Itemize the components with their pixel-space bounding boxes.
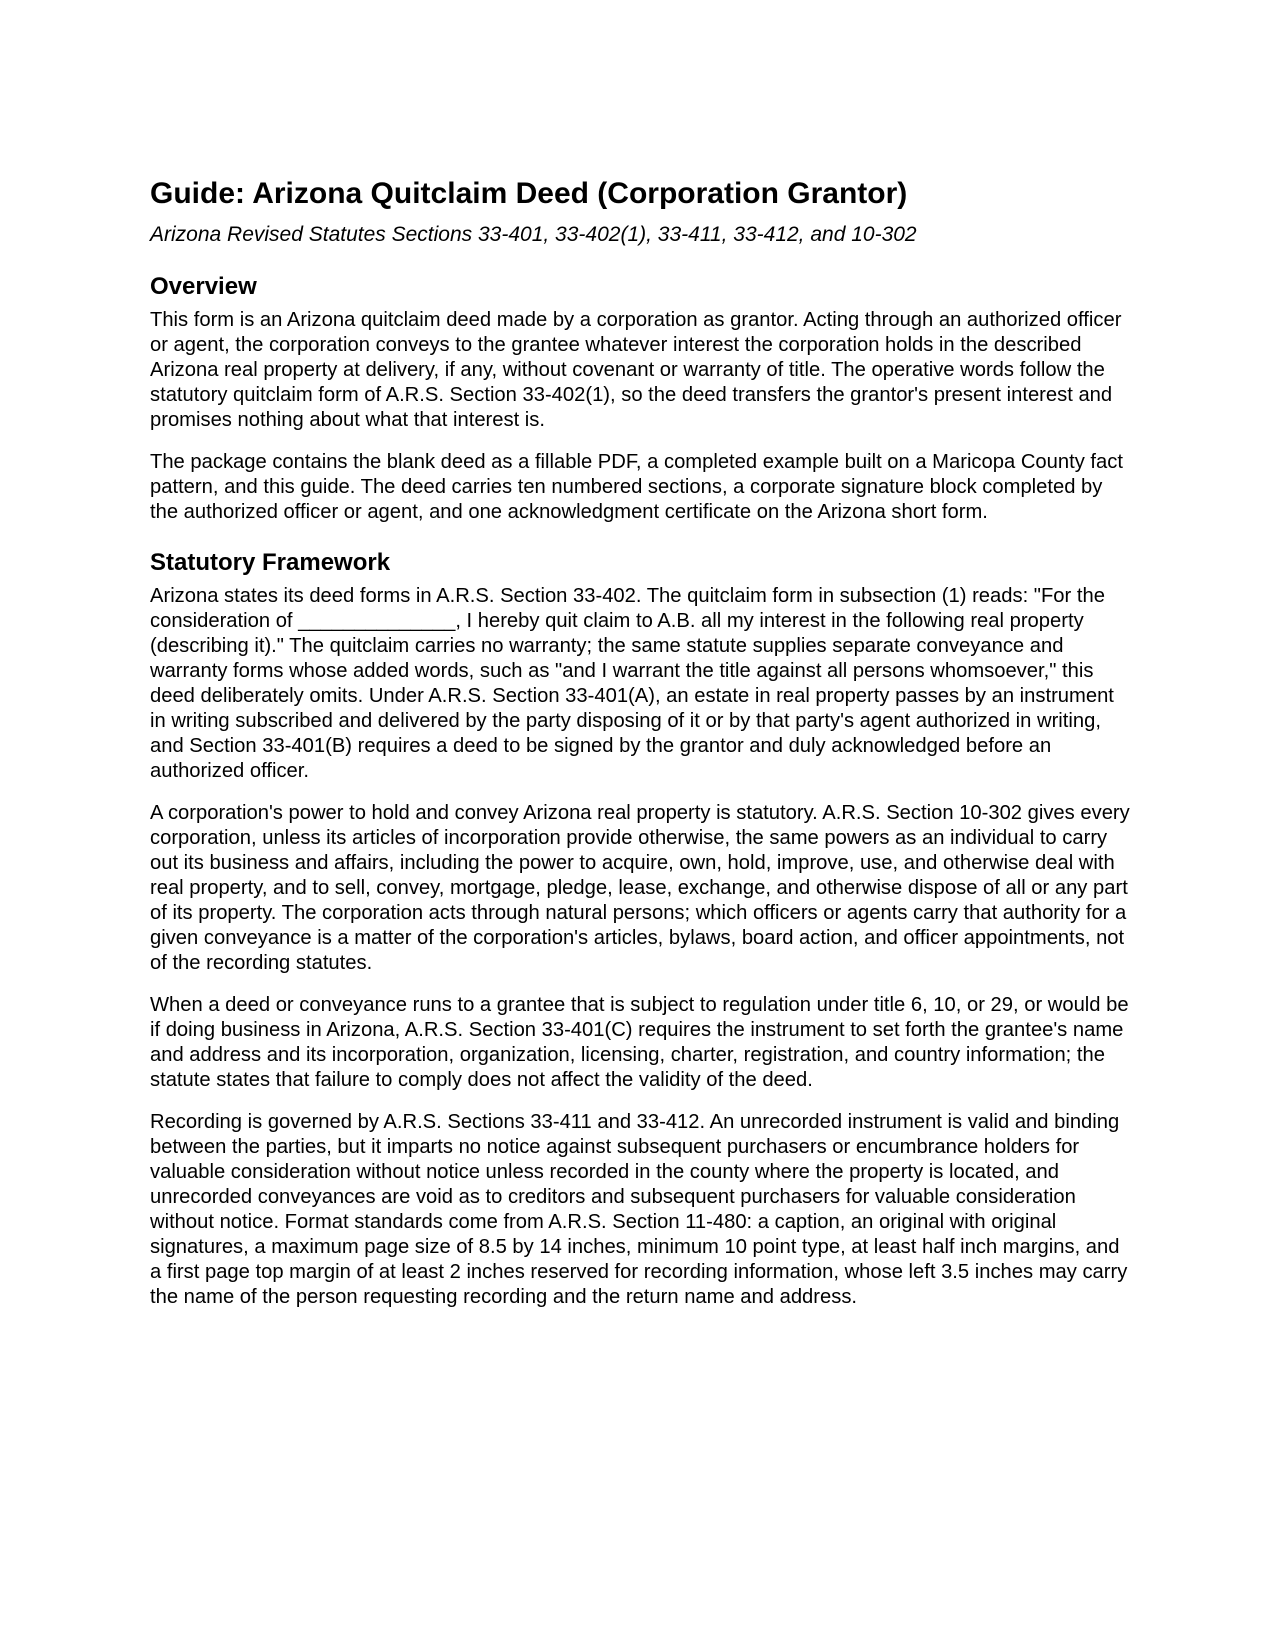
overview-paragraph: The package contains the blank deed as a fillable PDF, a completed example built on a Maricopa County fact pattern, and this guide. The deed carries ten numbered sections, a corporate signature block completed by the authorized officer or agent, and one acknowledgment certificate on the Arizona short form.: [150, 451, 1123, 523]
section-heading-overview: Overview: [150, 273, 257, 300]
framework-paragraph: Recording is governed by A.R.S. Sections 33-411 and 33-412. An unrecorded instrument is valid and binding between the parties, but it imparts no notice against subsequent purchasers or encumbrance holders for valuable consideration without notice unless recorded in the county where the property is located, and unrecorded conveyances are void as to creditors and subsequent purchasers for valuable consideration without notice. Format standards come from A.R.S. Section 11-480: a caption, an original with original signatures, a maximum page size of 8.5 by 14 inches, minimum 10 point type, at least half inch margins, and a first page top margin of at least 2 inches reserved for recording information, whose left 3.5 inches may carry the name of the person requesting recording and the return name and address.: [150, 1111, 1128, 1308]
framework-paragraph: When a deed or conveyance runs to a grantee that is subject to regulation under title 6, 10, or 29, or would be if doing business in Arizona, A.R.S. Section 33-401(C) requires the instrument to set forth the grantee's name and address and its incorporation, organization, licensing, charter, registration, and country information; the statute states that failure to comply does not affect the validity of the deed.: [150, 994, 1129, 1091]
framework-paragraph: A corporation's power to hold and convey Arizona real property is statutory. A.R.S. Section 10-302 gives every corporation, unless its articles of incorporation provide otherwise, the same powers as an individual to carry out its business and affairs, including the power to acquire, own, hold, improve, use, and otherwise deal with real property, and to sell, convey, mortgage, pledge, lease, exchange, and otherwise dispose of all or any part of its property. The corporation acts through natural persons; which officers or agents carry that authority for a given conveyance is a matter of the corporation's articles, bylaws, board action, and officer appointments, not of the recording statutes.: [150, 802, 1130, 974]
overview-paragraph: This form is an Arizona quitclaim deed made by a corporation as grantor. Acting through an authorized officer or agent, the corporation conveys to the grantee whatever interest the corporation holds in the described Arizona real property at delivery, if any, without covenant or warranty of title. The operative words follow the statutory quitclaim form of A.R.S. Section 33-402(1), so the deed transfers the grantor's present interest and promises nothing about what that interest is.: [150, 309, 1122, 431]
document-page: [150, 176, 1130, 1310]
document-subtitle: Arizona Revised Statutes Sections 33-401, 33-402(1), 33-411, 33-412, and 10-302: [150, 223, 917, 246]
framework-paragraph: Arizona states its deed forms in A.R.S. Section 33-402. The quitclaim form in subsection (1) reads: "For the consideration of ______________, I hereby quit claim to A.B. all my interest in the following real property (describing it)." The quitclaim carries no warranty; the same statute supplies separate conveyance and warranty forms whose added words, such as "and I warrant the title against all persons whomsoever," this deed deliberately omits. Under A.R.S. Section 33-401(A), an estate in real property passes by an instrument in writing subscribed and delivered by the party disposing of it or by that party's agent authorized in writing, and Section 33-401(B) requires a deed to be signed by the grantor and duly acknowledged before an authorized officer.: [150, 585, 1114, 782]
document-title: Guide: Arizona Quitclaim Deed (Corporation Grantor): [150, 177, 908, 210]
section-heading-statutory-framework: Statutory Framework: [150, 549, 391, 576]
